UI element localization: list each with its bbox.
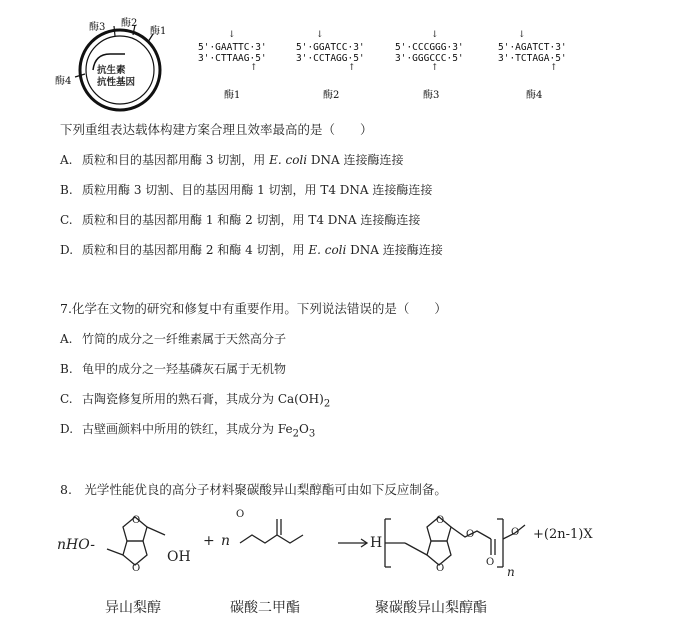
dimethyl-carbonate-structure: [240, 519, 303, 543]
reactant1-suffix: OH: [167, 549, 191, 565]
reactant1-prefix: nHO-: [57, 537, 95, 553]
plasmid-label-enzyme3: 酶3: [89, 22, 106, 33]
option-text: 古陶瓷修复所用的熟石膏，其成分为 Ca(OH): [82, 392, 324, 406]
q6-option-c[interactable]: [60, 212, 420, 228]
option-text: 竹简的成分之一纤维素属于天然高分子: [82, 332, 287, 346]
option-text: 质粒和目的基因都用酶 2 和酶 4 切割，用: [82, 243, 309, 257]
enzyme4-label: 酶4: [526, 90, 543, 101]
q7-option-b[interactable]: [60, 361, 286, 377]
name-dimethyl-carbonate: 碳酸二甲酯: [230, 600, 300, 616]
plasmid-inner-text-2: 抗性基因: [97, 77, 136, 88]
cut-arrow-bottom-icon: ↑: [250, 63, 258, 73]
option-text: 质粒和目的基因都用酶 3 切割，用: [82, 153, 270, 167]
subscript-2: 3: [308, 428, 316, 440]
option-letter: B.: [60, 362, 73, 376]
q6-stem: 下列重组表达载体构建方案合理且效率最高的是（ ）: [60, 122, 373, 137]
option-text: 质粒和目的基因都用酶 1 和酶 2 切割，用 T4 DNA 连接酶连接: [82, 213, 421, 227]
enzyme3-top-strand: 5'·CCCGGG·3': [395, 42, 464, 53]
q6-option-b[interactable]: [60, 182, 432, 198]
enzyme2-label: 酶2: [323, 90, 340, 101]
ring-oxygen-label: O: [132, 515, 141, 526]
option-text-tail: DNA 连接酶连接: [307, 153, 404, 167]
cut-arrow-top-icon: ↓: [316, 30, 324, 40]
enzyme4-top-strand: 5'·AGATCT·3': [498, 42, 567, 53]
product-h: H: [370, 535, 383, 551]
enzyme4-bottom-strand: 3'·TCTAGA·5': [498, 53, 567, 64]
option-text: 龟甲的成分之一羟基磷灰石属于无机物: [82, 362, 287, 376]
option-text-2: O: [298, 422, 309, 436]
q7-option-c[interactable]: [60, 391, 330, 412]
option-text: 质粒用酶 3 切割、目的基因用酶 1 切割，用 T4 DNA 连接酶连接: [82, 183, 433, 197]
carbonyl-oxygen-label: O: [486, 557, 495, 568]
cut-arrow-bottom-icon: ↑: [431, 63, 439, 73]
subscript: 2: [323, 398, 331, 410]
polymer-structure: [385, 517, 525, 567]
enzyme-site-3: [395, 30, 470, 101]
name-isosorbide: 异山梨醇: [105, 600, 161, 616]
option-letter: B.: [60, 183, 73, 197]
cut-arrow-top-icon: ↓: [518, 30, 526, 40]
option-letter: D.: [60, 422, 74, 436]
enzyme3-bottom-strand: 3'·GGGCCC·5': [395, 53, 464, 64]
cut-arrow-top-icon: ↓: [431, 30, 439, 40]
name-polymer: 聚碳酸异山梨醇酯: [375, 600, 487, 616]
byproduct: +(2n-1)X: [533, 527, 593, 542]
enzyme1-label: 酶1: [224, 90, 241, 101]
q6-option-d[interactable]: [60, 242, 443, 258]
option-letter: C.: [60, 213, 73, 227]
cut-arrow-top-icon: ↓: [228, 30, 236, 40]
enzyme2-top-strand: 5'·GGATCC·3': [296, 42, 365, 53]
plasmid-label-enzyme2: 酶2: [121, 18, 138, 29]
ester-oxygen-label: O: [466, 529, 475, 540]
option-letter: D.: [60, 243, 74, 257]
option-text: 古壁画颜料中所用的铁红，其成分为 Fe: [82, 422, 293, 436]
subscript: 2: [292, 428, 299, 440]
plasmid-tick-enzyme3: [114, 26, 115, 36]
carbonyl-oxygen-label: O: [236, 509, 245, 520]
reaction-scheme: [55, 505, 685, 620]
option-letter: C.: [60, 392, 73, 406]
plasmid-inner-text-1: 抗生素: [97, 65, 126, 76]
option-text-tail: DNA 连接酶连接: [346, 243, 443, 257]
enzyme1-bottom-strand: 3'·CTTAAG·5': [198, 53, 267, 64]
enzyme2-bottom-strand: 3'·CCTAGG·5': [296, 53, 365, 64]
option-letter: A.: [60, 153, 73, 167]
option-letter: A.: [60, 332, 73, 346]
reactant2-coefficient: n: [221, 533, 231, 549]
ring-oxygen-label: O: [132, 563, 141, 574]
cut-arrow-bottom-icon: ↑: [550, 63, 558, 73]
q8-stem: 8. 光学性能优良的高分子材料聚碳酸异山梨醇酯可由如下反应制备。: [60, 482, 447, 497]
ring-oxygen-label: O: [436, 515, 445, 526]
q7-option-a[interactable]: [60, 331, 286, 347]
plasmid-diagram: [55, 14, 170, 114]
enzyme1-top-strand: 5'·GAATTC·3': [198, 42, 267, 53]
q7-stem: 7.化学在文物的研究和修复中有重要作用。下列说法错误的是（ ）: [60, 301, 447, 316]
plasmid-label-enzyme1: 酶1: [150, 26, 167, 37]
plasmid-label-enzyme4: 酶4: [55, 76, 72, 87]
ring-oxygen-label: O: [436, 563, 445, 574]
option-italic-text: E. coli: [269, 153, 308, 167]
q7-option-d[interactable]: [60, 421, 315, 442]
q6-option-a[interactable]: [60, 152, 404, 168]
enzyme-site-2: [296, 30, 371, 101]
plus-sign: +: [203, 533, 215, 549]
enzyme3-label: 酶3: [423, 90, 440, 101]
cut-arrow-bottom-icon: ↑: [348, 63, 356, 73]
option-italic-text: E. coli: [308, 243, 347, 257]
ester-oxygen-label: O: [511, 527, 520, 538]
product-subscript-n: n: [507, 565, 515, 579]
enzyme-site-4: [498, 30, 573, 101]
enzyme-site-1: [198, 30, 273, 101]
